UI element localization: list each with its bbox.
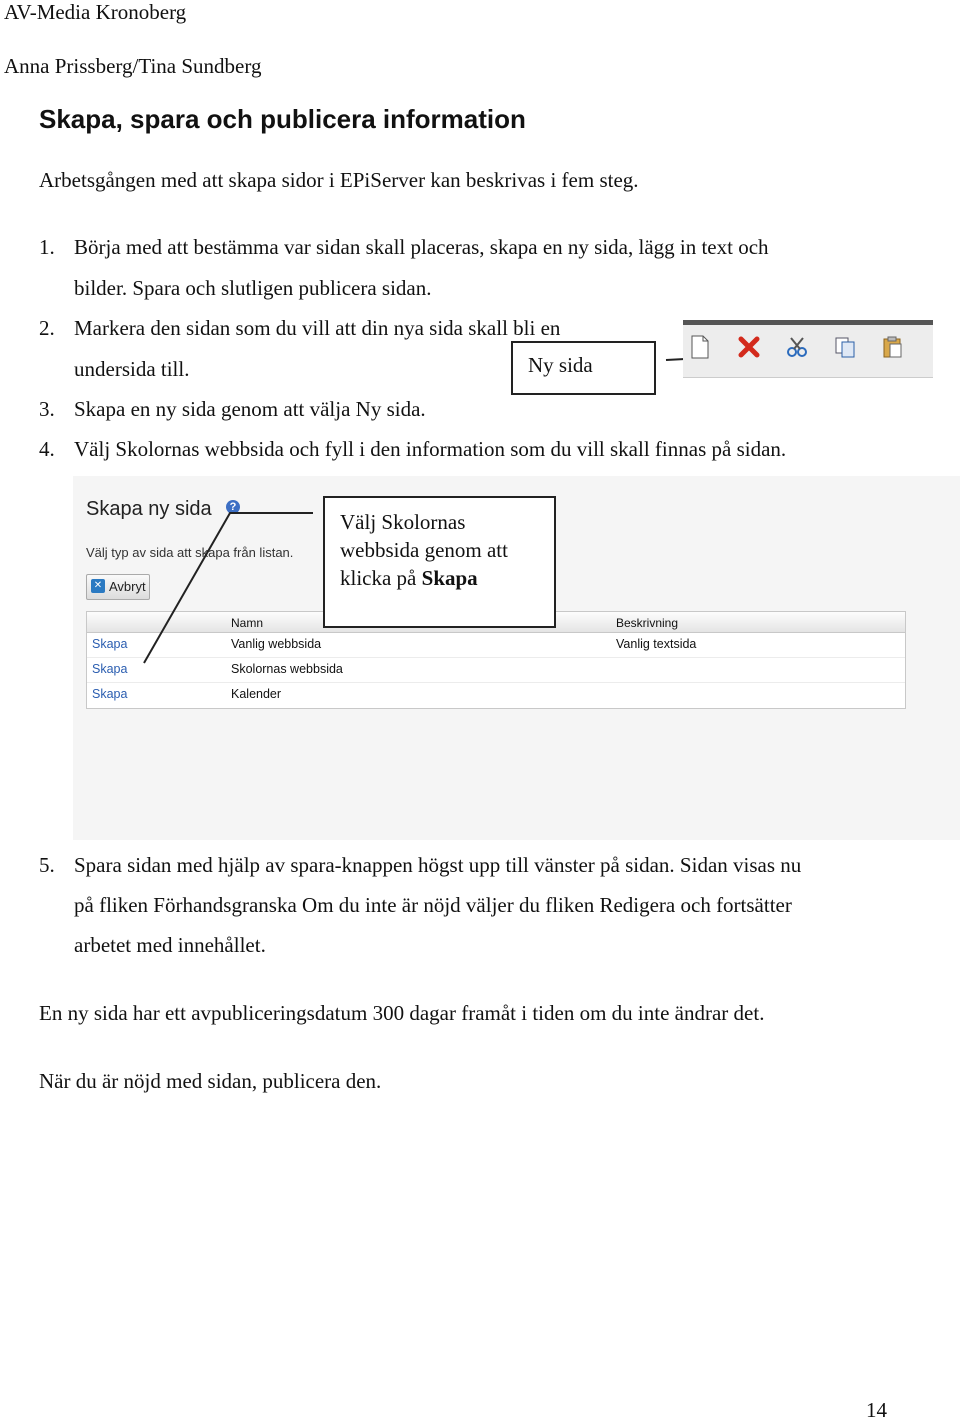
page-title: Skapa, spara och publicera information bbox=[39, 104, 526, 134]
step-2-cont: undersida till. bbox=[74, 357, 190, 381]
callout-skolornas bbox=[323, 496, 556, 628]
step-text: Spara sidan med hjälp av spara-knappen högst upp till vänster på sidan. Sidan visas nu bbox=[74, 853, 802, 877]
step-5-cont: arbetet med innehållet. bbox=[74, 933, 266, 957]
publish-date-paragraph: En ny sida har ett avpubliceringsdatum 300 dagar framåt i tiden om du inte ändrar det. bbox=[39, 1001, 765, 1025]
step-text: Markera den sidan som du vill att din nya sida skall bli en bbox=[74, 316, 561, 340]
intro-text: Arbetsgången med att skapa sidor i EPiServer kan beskrivas i fem steg. bbox=[39, 168, 639, 192]
callout-text bbox=[340, 508, 508, 592]
new-page-icon[interactable] bbox=[688, 335, 712, 361]
cancel-label: Avbryt bbox=[109, 579, 146, 594]
step-number: 5. bbox=[39, 853, 55, 877]
callout-line bbox=[340, 564, 508, 592]
step-text: Skapa en ny sida genom att välja Ny sida. bbox=[74, 397, 426, 421]
page-type-name: Kalender bbox=[231, 687, 282, 701]
step-number: 4. bbox=[39, 437, 55, 461]
dialog-title: Skapa ny sida bbox=[86, 498, 212, 520]
page-type-desc: Vanlig textsida bbox=[616, 637, 697, 651]
callout-line-text: klicka på bbox=[340, 566, 422, 590]
page-type-name: Vanlig webbsida bbox=[231, 637, 322, 651]
step-number: 1. bbox=[39, 235, 55, 259]
edit-toolbar bbox=[683, 320, 933, 378]
step-text: Välj Skolornas webbsida och fyll i den information som du vill skall finnas på sidan. bbox=[74, 437, 787, 461]
callout-line: Välj Skolornas bbox=[340, 510, 466, 534]
callout-line: webbsida genom att bbox=[340, 538, 508, 562]
callout-ny-sida bbox=[511, 341, 656, 395]
delete-icon[interactable] bbox=[737, 335, 761, 361]
paste-icon[interactable] bbox=[881, 335, 905, 361]
help-icon[interactable]: ? bbox=[226, 500, 240, 514]
create-link[interactable]: Skapa bbox=[92, 662, 128, 676]
table-row bbox=[87, 683, 905, 707]
page-number: 14 bbox=[866, 1398, 887, 1422]
column-header-beskrivning: Beskrivning bbox=[616, 616, 679, 630]
callout-bold-skapa: Skapa bbox=[421, 566, 478, 590]
step-text: Börja med att bestämma var sidan skall placeras, skapa en ny sida, lägg in text och bbox=[74, 235, 769, 259]
step-1-cont: bilder. Spara och slutligen publicera sidan. bbox=[74, 276, 432, 300]
dialog-subtitle: Välj typ av sida att skapa från listan. bbox=[86, 545, 294, 560]
header-authors: Anna Prissberg/Tina Sundberg bbox=[4, 54, 262, 78]
callout-ny-sida-label: Ny sida bbox=[528, 353, 593, 377]
header-org: AV-Media Kronoberg bbox=[4, 0, 187, 24]
copy-icon[interactable] bbox=[833, 335, 857, 361]
callout-skolornas-pointer bbox=[130, 505, 330, 675]
step-5-cont: på fliken Förhandsgranska Om du inte är nöjd väljer du fliken Redigera och fortsätter bbox=[74, 893, 792, 917]
cancel-icon: ✕ bbox=[91, 579, 105, 593]
step-number: 2. bbox=[39, 316, 55, 340]
publish-paragraph: När du är nöjd med sidan, publicera den. bbox=[39, 1069, 382, 1093]
cut-icon[interactable] bbox=[785, 335, 809, 361]
step-number: 3. bbox=[39, 397, 55, 421]
column-header-namn: Namn bbox=[231, 616, 264, 630]
create-link[interactable]: Skapa bbox=[92, 687, 128, 701]
page-type-name: Skolornas webbsida bbox=[231, 662, 343, 676]
create-link[interactable]: Skapa bbox=[92, 637, 128, 651]
